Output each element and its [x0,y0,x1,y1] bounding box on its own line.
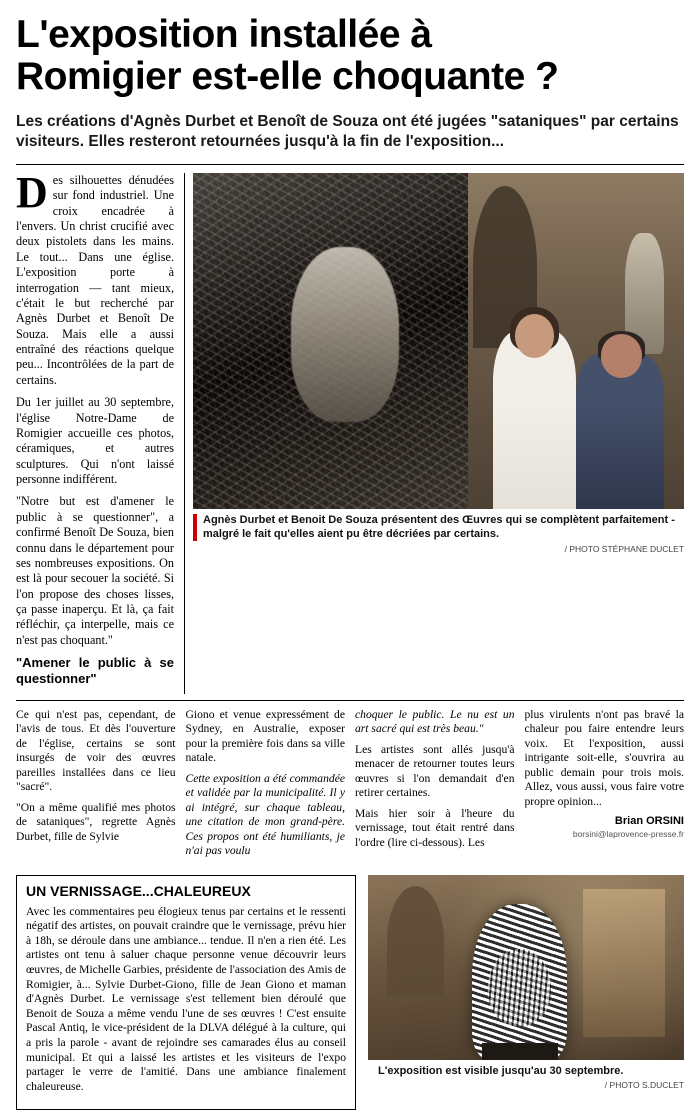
newspaper-page [0,13,700,1093]
pull-quote: "Amener le public à se questionner" [16,655,174,686]
main-photo-caption [193,514,684,541]
lead-quote: "Notre but est d'amener le public à se questionner", [16,494,174,524]
c2-p1: Giono et venue expressément de Sydney, en Australie, exposer pour la première fois dans sa ville natale. [185,707,345,765]
c3-p2: Les artistes sont allés jusqu'à menacer de retourner toutes leurs œuvres si l'on demandait d'en retirer certaines. [355,742,515,800]
body-column-3 [355,708,515,865]
byline-email[interactable]: borsini@laprovence-presse.fr [572,828,684,839]
bottom-church-arch [387,886,444,997]
artist-man-head [601,334,643,378]
byline: Brian ORSINI [614,815,684,828]
bottom-photo-credit: / PHOTO S.DUCLET [604,1080,684,1091]
main-photo-caption-text: Agnès Durbet et Benoit De Souza présentent des Œuvres qui se complètent parfaitement - malgré le fait qu'elles aient pu être décriées par certains. [203,513,675,540]
lead-column [16,167,184,694]
body-column-1 [16,708,176,865]
bottom-photo-caption [368,1065,684,1079]
c3-p3: Mais hier soir à l'heure du vernissage, tout était rentré dans l'ordre (lire ci-dessous). Les [355,806,515,849]
lead-paragraph-2: Du 1er juillet au 30 septembre, l'église Notre-Dame de Romigier accueille ces photos, céramiques, et autres sculptures. Qui n'ont laissé personne indifférent. [16,395,174,486]
standfirst: Les créations d'Agnès Durbet et Benoît de Souza ont été jugées "sataniques" par certains visiteurs. Elles resteront retournées jusqu'à la fin de l'exposition... [16,113,679,151]
sidebar-box-paragraph: Avec les commentaires peu élogieux tenus par certains et le ressenti négatif des artistes, on pouvait craindre que le vernissage, prévu hier à 18h, se déroule dans une ambiance... tendue. Il n'en a rien été. Les artistes ont tenu à saluer chaque personne venue découvrir leurs œuvres, de Michelle Garbies, présidente de l'association des Amis de Romigier, à... Sylvie Durbet-Giono, fille de Jean Giono et maman d'Agnès Durbet. Le vernissage s'est tellement bien déroulé que Benoit de Souza a même vendu l'une de ses œuvres ! C'est ensuite Pascal Antiq, le vice-président de la DLVA délégué à la culture, qui a pris la parole - avant de rejoindre ses camarades élus au conseil municipal. Et qui a laissé les artistes et les visiteurs de l'expo partager le verre de l'amitié. Dans une ambiance finalement chaleureuse. [26,904,346,1093]
artist-woman-head [515,314,554,358]
drop-cap: D [16,167,48,217]
divider-top [16,164,684,165]
artwork-figure [291,247,399,422]
bottom-photo [368,875,684,1060]
c1-quote: "On a même qualifié mes photos de sataniques", [16,800,176,829]
body-column-4 [525,708,685,865]
caption-accent-bar [193,514,197,541]
bottom-section [16,875,684,1110]
divider-middle [16,700,684,701]
lead-paragraph-3-rest: a confirmé Benoît De Souza, bien connu dans le département pour ses nombreuses expositions. On est là pour secouer la société. Si l'on propose des choses lisses, ça passe inaperçu. Et là, ça fait réfléchir, ça interpelle, mais ce n'est pas choquant." [16,509,174,647]
top-block [16,167,684,694]
headline-line-1: L'exposition installée à [16,13,432,56]
sculpture-face [488,949,551,1027]
sidebar-box-body [26,905,346,1095]
c2-p2: Cette exposition a été commandée et validée par la municipalité. Il y ai intégré, sur chaque tableau, une citation de mon grand-père. Ces propos ont été humiliants, je n'ai pas voulu [185,771,345,858]
body-columns [16,708,684,865]
page-title [16,14,684,98]
c3-p1: choquer le public. Le nu est un art sacré qui est très beau." [355,707,515,736]
lead-paragraph-3 [16,494,174,648]
c1-p2-rest: regrette Agnès Durbet, fille de Sylvie [16,815,176,843]
lead-paragraph-1-text: es silhouettes dénudées sur fond industriel. Une croix encadrée à l'envers. Un christ crucifié avec deux pistolets dans les mains. Le tout... Dans une église. L'exposition porte à interrogation — tant mieux, c'était le but recherché par Agnès Durbet et Benoît De Souza. Mais elle a aussi entraîné des réactions quelque peu... Incontrôlées de la part de certains. [16,172,174,387]
bottom-altar [583,889,665,1037]
main-photo [193,173,684,509]
sidebar-box [16,875,356,1110]
sidebar-box-title: UN VERNISSAGE...CHALEUREUX [26,882,251,899]
sculpture-pedestal [482,1043,558,1060]
bottom-photo-block [368,875,684,1110]
c1-p1: Ce qui n'est pas, cependant, de l'avis de tous. Et dès l'ouverture de l'église, certains se sont insurgés de voir des œuvres pareilles installées dans ce lieu "sacré". [16,707,176,794]
lead-paragraph-1 [16,167,174,388]
body-column-2 [186,708,346,865]
c4-p1: plus virulents n'ont pas bravé la chaleur pou faire entendre leurs voix. Et l'exposition, aussi intrigante soit-elle, s'ouvrira au public demain pour trois mois. Allez, vous aussi, vous faire votre propre opinion... [524,707,684,808]
main-photo-credit: / PHOTO STÉPHANE DUCLET [564,544,684,555]
main-photo-block [184,173,684,694]
bottom-photo-caption-text: L'exposition est visible jusqu'au 30 septembre. [378,1064,624,1077]
headline-line-2: Romigier est-elle choquante ? [16,55,559,99]
c1-p2 [16,801,176,844]
